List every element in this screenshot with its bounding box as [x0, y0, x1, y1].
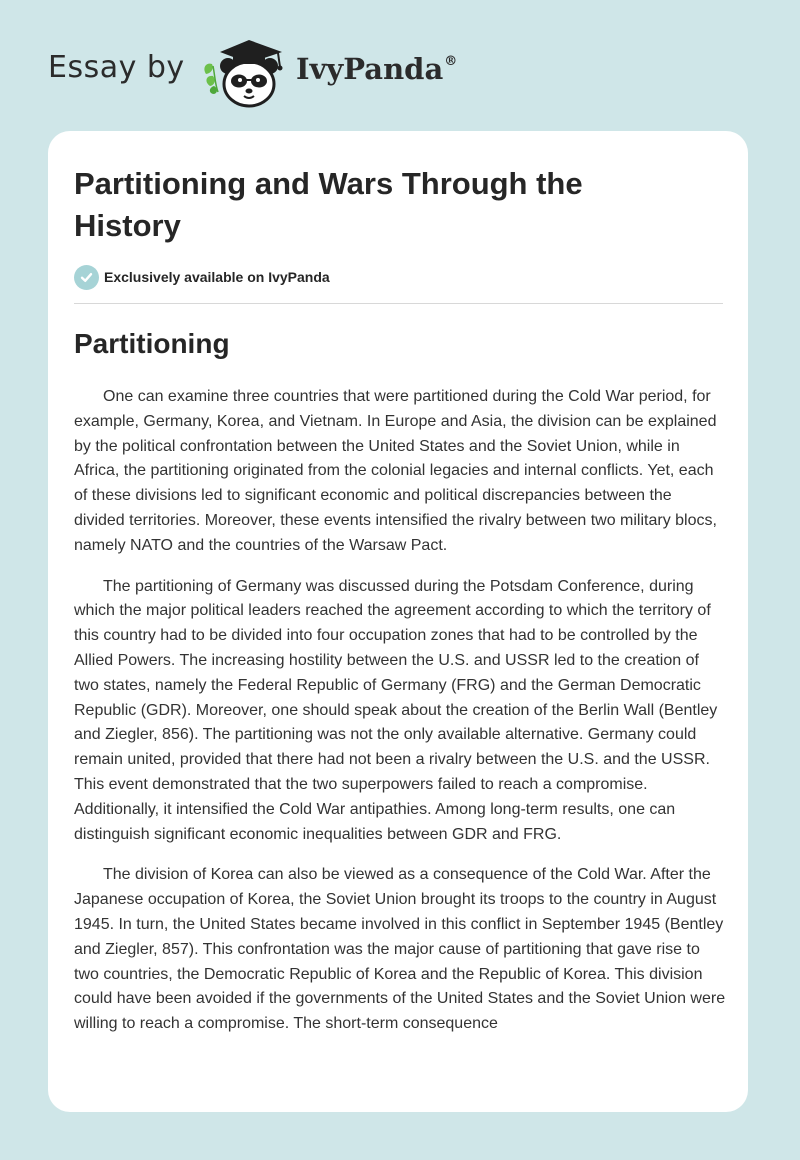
brand-text: IvyPanda: [296, 52, 444, 86]
site-header: [0, 0, 800, 130]
paragraph: One can examine three countries that were partitioned during the Cold War period, for example, Germany, Korea, and Vietnam. In Europe and Asia, the division can be explained by the political confrontation between the United States and the Soviet Union, while in Africa, the partitioning originated from the colonial legacies and internal conflicts. Yet, each of these divisions led to significant economic and political discrepancies between the divided territories. Moreover, these events intensified the rivalry between two military blocs, namely NATO and the countries of the Warsaw Pact.: [74, 388, 717, 554]
essay-by-label: Essay by: [48, 50, 185, 85]
registered-mark: ®: [444, 54, 458, 69]
exclusive-badge: [74, 264, 330, 290]
essay-card: [48, 131, 748, 1112]
title-divider: [74, 303, 723, 304]
essay-title: Partitioning and Wars Through the History: [74, 166, 583, 243]
paragraph: The division of Korea can also be viewed as a consequence of the Cold War. After the Japanese occupation of Korea, the Soviet Union brought its troops to the country in August 1945. In turn, the United States became involved in this conflict in September 1945 (Bentley and Ziegler, 857). This confrontation was the major cause of partitioning that gave rise to two countries, the Democratic Republic of Korea and the Republic of Korea. This division could have been avoided if the governments of the United States and the Soviet Union were willing to reach a compromise. The short-term consequence: [74, 866, 726, 1033]
panda-logo-icon: [200, 34, 292, 110]
section-heading: Partitioning: [74, 328, 230, 359]
brand-name[interactable]: [296, 52, 457, 86]
exclusive-badge-text: Exclusively available on IvyPanda: [104, 269, 330, 285]
essay-body: [74, 385, 726, 1053]
check-circle-icon: [74, 265, 99, 290]
paragraph: The partitioning of Germany was discussed during the Potsdam Conference, during which the major political leaders reached the agreement according to which the territory of this country had to be divided into four occupation zones that had to be controlled by the Allied Powers. The increasing hostility between the U.S. and USSR led to the creation of two states, namely the Federal Republic of Germany (FRG) and the German Democratic Republic (GDR). Moreover, one should speak about the creation of the Berlin Wall (Bentley and Ziegler, 856). The partitioning was not the only available alternative. Germany could remain united, provided that there had not been a rivalry between the U.S. and the USSR. This event demonstrated that the two superpowers failed to reach a compromise. Additionally, it intensified the Cold War antipathies. Among long-term results, one can distinguish significant economic inequalities between GDR and FRG.: [74, 577, 718, 843]
